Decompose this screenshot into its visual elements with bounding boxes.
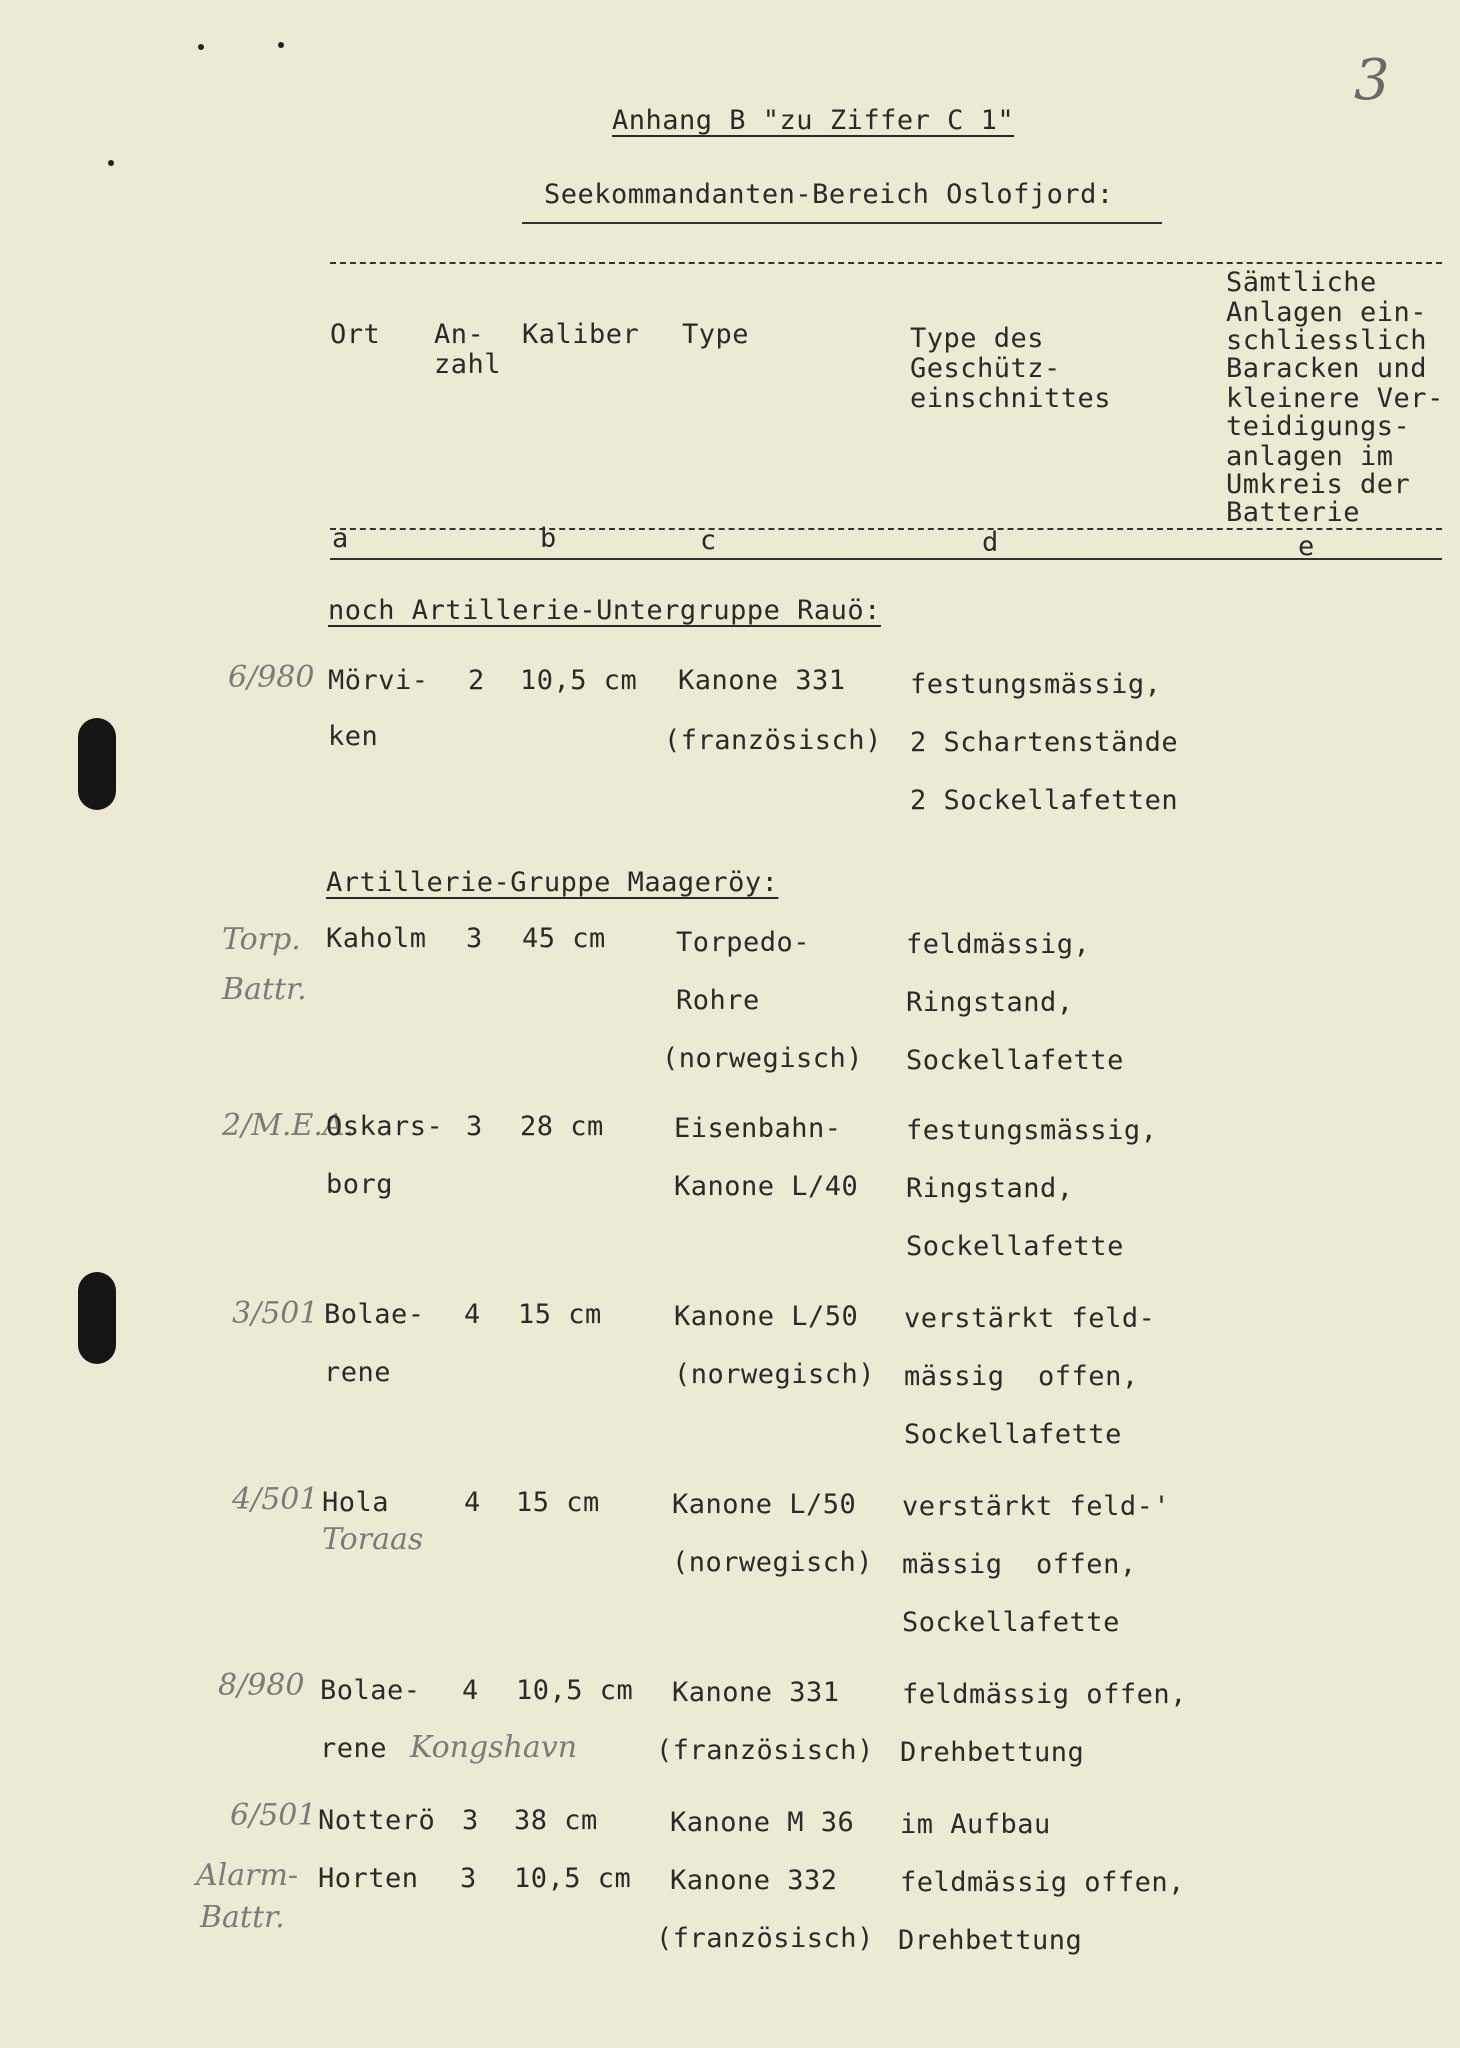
header-anlagen-8: Umkreis der: [1226, 469, 1411, 500]
cell-kaliber: 45 cm: [522, 923, 606, 954]
speck: [278, 42, 284, 48]
speck: [108, 160, 114, 166]
cell-einschnitt: Drehbettung: [898, 1925, 1083, 1956]
cell-type: Kanone 331: [672, 1677, 840, 1708]
cell-type: (norwegisch): [672, 1547, 874, 1578]
cell-type: Kanone L/40: [674, 1171, 859, 1202]
speck: [198, 44, 204, 50]
cell-einschnitt: 2 Schartenstände: [910, 727, 1179, 758]
cell-anzahl: 4: [464, 1487, 481, 1518]
header-anlagen-5: kleinere Ver-: [1226, 383, 1444, 414]
cell-ort: rene: [324, 1357, 392, 1388]
header-top-rule: [330, 262, 1442, 264]
cell-einschnitt: im Aufbau: [900, 1809, 1051, 1840]
header-einschnitt-1: Type des: [910, 323, 1045, 354]
cell-einschnitt: mässig offen,: [902, 1549, 1137, 1580]
cell-kaliber: 28 cm: [520, 1111, 604, 1142]
header-anlagen-9: Batterie: [1226, 497, 1361, 528]
punch-hole-bottom: [78, 1272, 116, 1364]
cell-anzahl: 3: [462, 1805, 479, 1836]
cell-type: Kanone M 36: [670, 1807, 855, 1838]
header-ort: Ort: [330, 319, 381, 350]
cell-ort: Bolae-: [320, 1675, 421, 1706]
row-note: Battr.: [200, 1900, 285, 1935]
row-note: Alarm-: [196, 1858, 299, 1893]
cell-type: Rohre: [676, 985, 760, 1016]
cell-einschnitt: feldmässig offen,: [900, 1867, 1185, 1898]
column-letter-d: d: [982, 527, 999, 558]
cell-anzahl: 4: [462, 1675, 479, 1706]
cell-anzahl: 3: [460, 1863, 477, 1894]
cell-anzahl: 2: [468, 665, 485, 696]
cell-ort: Hola: [322, 1487, 390, 1518]
cell-kaliber: 10,5 cm: [516, 1675, 634, 1706]
subtitle-underline: [522, 222, 1162, 224]
header-mid-rule: [330, 528, 1442, 530]
header-kaliber: Kaliber: [522, 319, 640, 350]
cell-type: (französisch): [664, 725, 882, 756]
row-note: Battr.: [222, 972, 307, 1007]
cell-ort: borg: [326, 1169, 394, 1200]
cell-einschnitt: Sockellafette: [904, 1419, 1122, 1450]
column-letter-e: e: [1298, 531, 1315, 562]
header-letters-rule: [330, 558, 1442, 560]
page-subtitle: Seekommandanten-Bereich Oslofjord:: [544, 179, 1114, 210]
cell-type: Kanone L/50: [674, 1301, 859, 1332]
header-type: Type: [682, 319, 750, 350]
header-einschnitt-3: einschnittes: [910, 383, 1112, 414]
row-note: 2/M.E.A.: [222, 1108, 355, 1143]
cell-einschnitt: Sockellafette: [906, 1045, 1124, 1076]
cell-einschnitt: feldmässig,: [906, 929, 1091, 960]
page-number: 3: [1354, 48, 1390, 113]
header-anlagen-2: Anlagen ein-: [1226, 297, 1428, 328]
cell-type: Torpedo-: [676, 927, 811, 958]
cell-type: Kanone L/50: [672, 1489, 857, 1520]
cell-einschnitt: Ringstand,: [906, 1173, 1074, 1204]
row-note: 8/980: [218, 1668, 305, 1703]
cell-kaliber: 10,5 cm: [520, 665, 638, 696]
cell-ort: Bolae-: [324, 1299, 425, 1330]
cell-einschnitt: verstärkt feld-': [902, 1491, 1171, 1522]
cell-ort: Mörvi-: [328, 665, 429, 696]
cell-einschnitt: Ringstand,: [906, 987, 1074, 1018]
row-note: 3/501: [232, 1296, 319, 1331]
cell-ort: Horten: [318, 1863, 419, 1894]
cell-type: (französisch): [656, 1735, 874, 1766]
cell-einschnitt: Sockellafette: [906, 1231, 1124, 1262]
header-anlagen-3: schliesslich: [1226, 325, 1428, 356]
cell-type: Kanone 332: [670, 1865, 838, 1896]
cell-einschnitt: 2 Sockellafetten: [910, 785, 1179, 816]
cell-anzahl: 3: [466, 923, 483, 954]
cell-einschnitt: mässig offen,: [904, 1361, 1139, 1392]
cell-ort: Oskars-: [326, 1111, 444, 1142]
cell-kaliber: 15 cm: [516, 1487, 600, 1518]
cell-kaliber: 10,5 cm: [514, 1863, 632, 1894]
cell-ort: ken: [328, 721, 379, 752]
cell-einschnitt: Sockellafette: [902, 1607, 1120, 1638]
cell-type: (norwegisch): [674, 1359, 876, 1390]
cell-einschnitt: verstärkt feld-: [904, 1303, 1156, 1334]
cell-type: (französisch): [656, 1923, 874, 1954]
header-anlagen-6: teidigungs-: [1226, 411, 1411, 442]
header-anzahl-1: An-: [434, 319, 485, 350]
cell-einschnitt: Drehbettung: [900, 1737, 1085, 1768]
punch-hole-top: [78, 718, 116, 810]
header-anzahl-2: zahl: [434, 349, 502, 380]
row-note: 4/501: [232, 1482, 319, 1517]
row-note: Torp.: [222, 922, 301, 957]
cell-ort: Notterö: [318, 1805, 436, 1836]
header-anlagen-7: anlagen im: [1226, 441, 1394, 472]
cell-einschnitt: festungsmässig,: [906, 1115, 1158, 1146]
section-heading: Artillerie-Gruppe Maageröy:: [326, 867, 779, 898]
header-einschnitt-2: Geschütz-: [910, 353, 1061, 384]
cell-einschnitt: festungsmässig,: [910, 669, 1162, 700]
cell-ort: rene: [320, 1733, 388, 1764]
cell-ort-handwritten: Toraas: [322, 1522, 424, 1557]
cell-ort-handwritten: Kongshavn: [410, 1730, 578, 1765]
cell-kaliber: 38 cm: [514, 1805, 598, 1836]
cell-ort: Kaholm: [326, 923, 427, 954]
header-anlagen-4: Baracken und: [1226, 353, 1428, 384]
cell-type: Kanone 331: [678, 665, 846, 696]
row-note: 6/980: [228, 660, 315, 695]
cell-type: (norwegisch): [662, 1043, 864, 1074]
cell-einschnitt: feldmässig offen,: [902, 1679, 1187, 1710]
column-letter-b: b: [540, 523, 557, 554]
page-title: Anhang B "zu Ziffer C 1": [612, 105, 1015, 136]
cell-anzahl: 4: [464, 1299, 481, 1330]
section-heading: noch Artillerie-Untergruppe Rauö:: [328, 595, 881, 626]
column-letter-a: a: [332, 523, 349, 554]
row-note: 6/501: [230, 1798, 317, 1833]
column-letter-c: c: [700, 525, 717, 556]
cell-type: Eisenbahn-: [674, 1113, 842, 1144]
cell-kaliber: 15 cm: [518, 1299, 602, 1330]
cell-anzahl: 3: [466, 1111, 483, 1142]
header-anlagen-1: Sämtliche: [1226, 267, 1377, 298]
